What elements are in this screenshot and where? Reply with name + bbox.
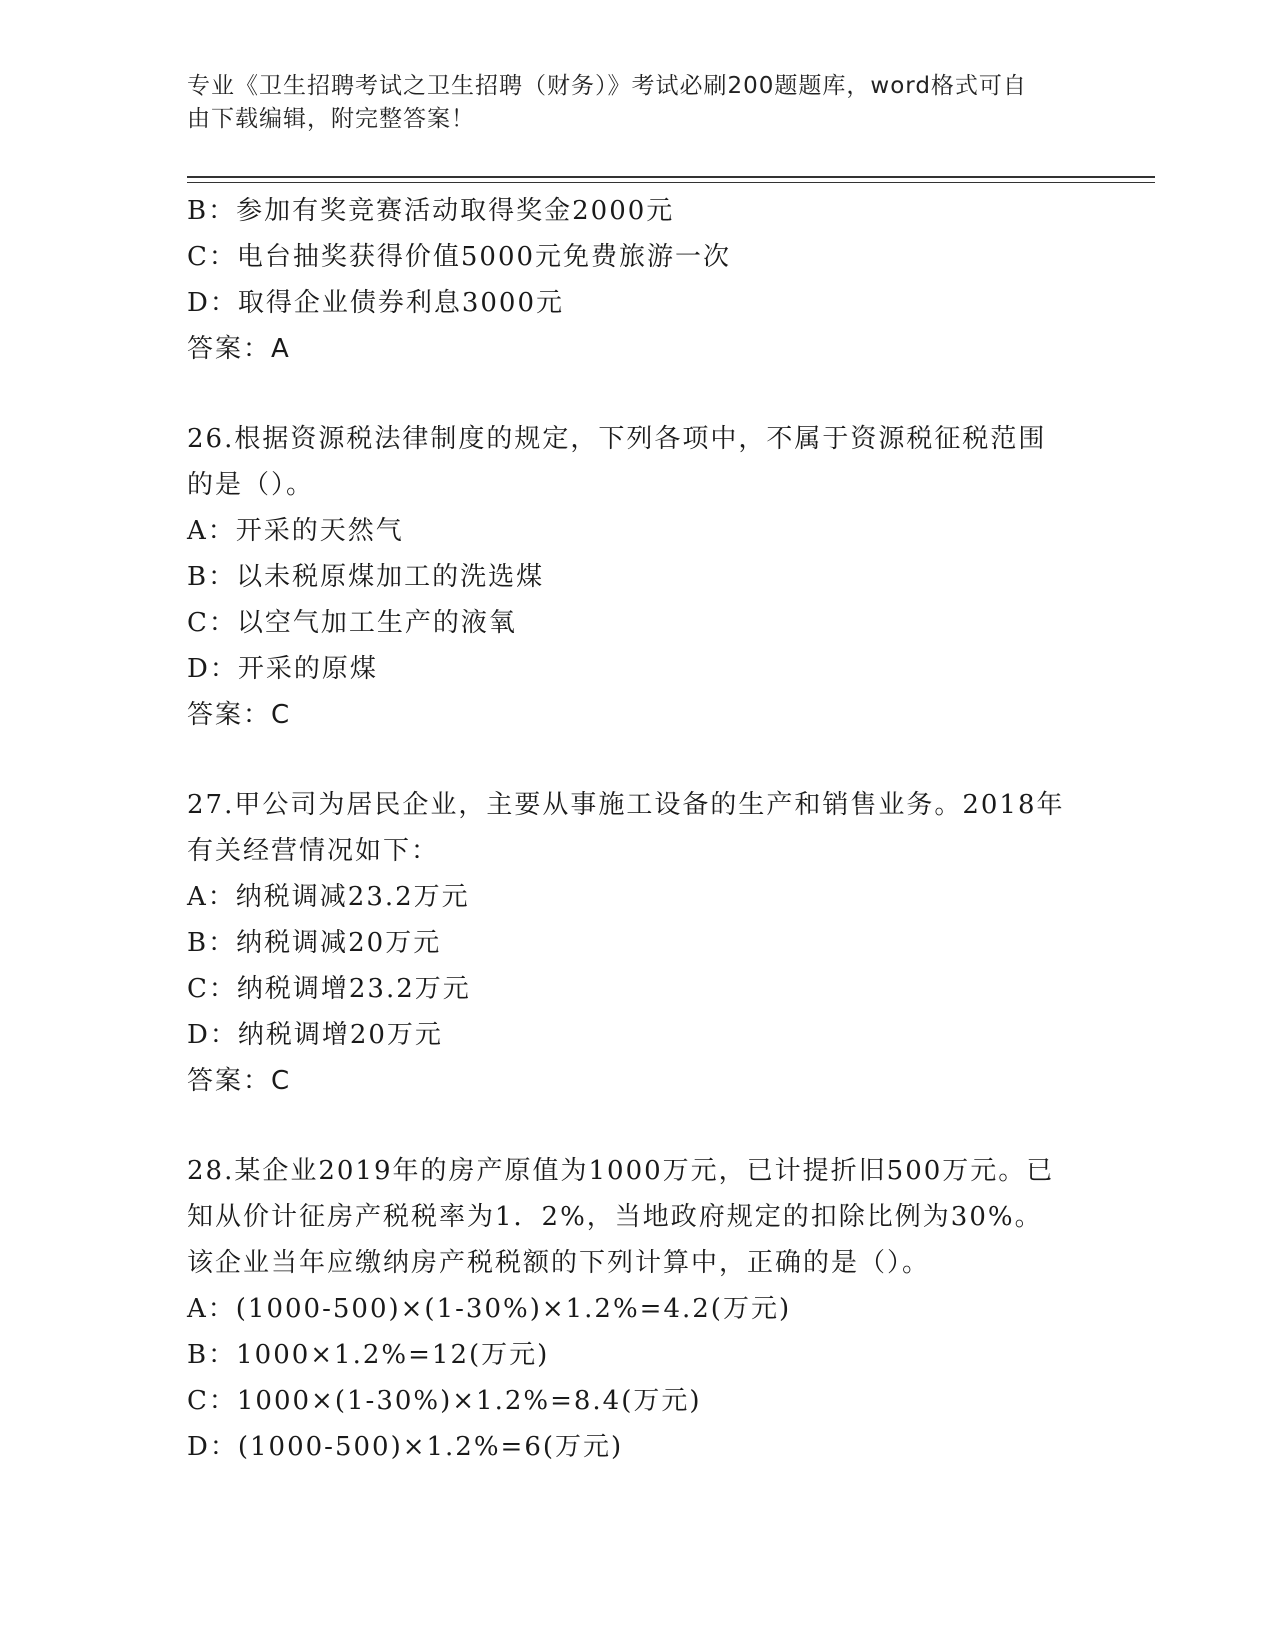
answer-line: 答案：C	[187, 1066, 292, 1096]
answer-line: 答案：A	[187, 334, 291, 364]
header-divider-thin	[187, 182, 1155, 183]
document-body	[187, 188, 1087, 1470]
option-b: B：1000×1.2%=12(万元)	[187, 1340, 550, 1370]
option-a: A：纳税调减23.2万元	[187, 882, 470, 912]
question-26	[187, 416, 1087, 738]
question-stem: 知从价计征房产税税率为1．2%，当地政府规定的扣除比例为30%。	[187, 1202, 1043, 1232]
option-b: B：参加有奖竞赛活动取得奖金2000元	[187, 196, 675, 226]
document-header	[187, 70, 1067, 136]
question-28	[187, 1148, 1087, 1470]
answer-line: 答案：C	[187, 700, 292, 730]
option-c: C：纳税调增23.2万元	[187, 974, 471, 1004]
option-d: D：开采的原煤	[187, 654, 378, 684]
header-line-2: 由下载编辑，附完整答案！	[187, 106, 475, 132]
question-stem: 27.甲公司为居民企业，主要从事施工设备的生产和销售业务。2018年	[187, 790, 1065, 820]
question-25-tail	[187, 188, 1087, 372]
option-c: C：电台抽奖获得价值5000元免费旅游一次	[187, 242, 732, 272]
option-c: C：1000×(1-30%)×1.2%=8.4(万元)	[187, 1386, 702, 1416]
option-d: D：取得企业债券利息3000元	[187, 288, 565, 318]
option-c: C：以空气加工生产的液氧	[187, 608, 517, 638]
question-27	[187, 782, 1087, 1104]
question-stem: 28.某企业2019年的房产原值为1000万元，已计提折旧500万元。已	[187, 1156, 1055, 1186]
option-b: B：纳税调减20万元	[187, 928, 442, 958]
question-stem: 的是（）。	[187, 470, 315, 500]
option-a: A：(1000-500)×(1-30%)×1.2%=4.2(万元)	[187, 1294, 792, 1324]
header-line-1: 专业《卫生招聘考试之卫生招聘（财务）》考试必刷200题题库，word格式可自	[187, 73, 1027, 99]
option-d: D：(1000-500)×1.2%=6(万元)	[187, 1432, 624, 1462]
option-d: D：纳税调增20万元	[187, 1020, 443, 1050]
header-divider-thick	[187, 176, 1155, 178]
option-b: B：以未税原煤加工的洗选煤	[187, 562, 545, 592]
question-stem: 26.根据资源税法律制度的规定，下列各项中，不属于资源税征税范围	[187, 424, 1047, 454]
question-stem: 有关经营情况如下：	[187, 836, 440, 866]
option-a: A：开采的天然气	[187, 516, 404, 546]
question-stem: 该企业当年应缴纳房产税税额的下列计算中，正确的是（）。	[187, 1248, 931, 1278]
